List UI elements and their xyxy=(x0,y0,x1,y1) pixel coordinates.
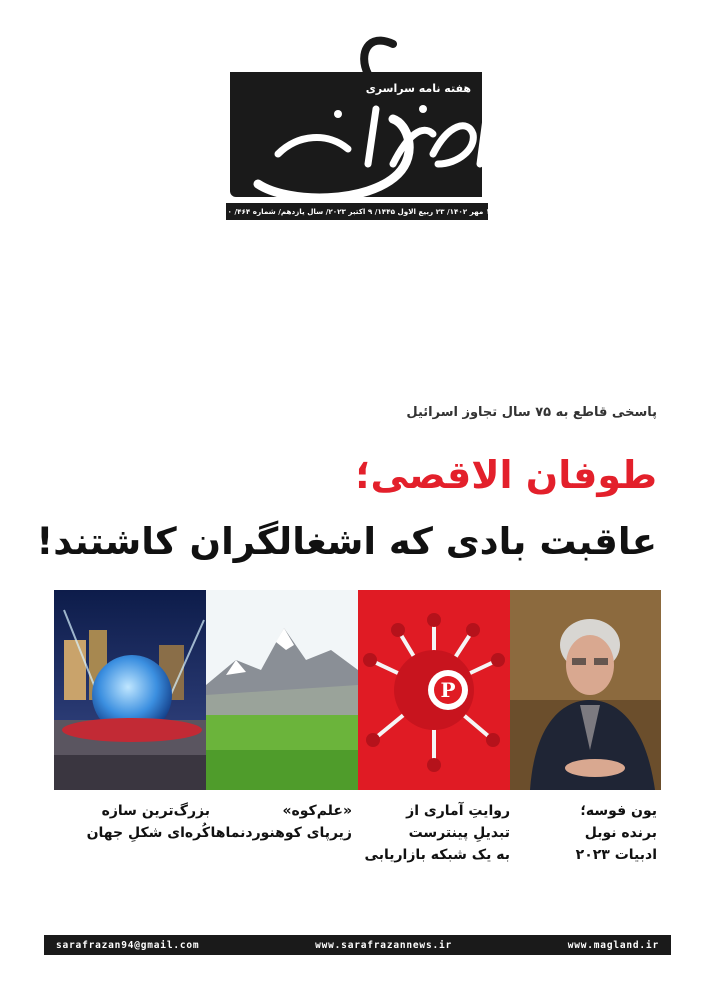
jon-fosse-portrait xyxy=(510,590,661,790)
sphere-venue-photo xyxy=(54,590,206,790)
footer-bar xyxy=(44,935,671,955)
main-headline-line-2: عاقبت بادی که اشغالگران کاشتند! xyxy=(36,520,657,563)
story-caption-line: برنده نوبل xyxy=(584,825,657,841)
story-caption-line: یون فوسه؛ xyxy=(580,803,657,819)
alamkuh-mountain-photo xyxy=(206,590,358,790)
footer-website-link[interactable]: www.sarafrazannews.ir xyxy=(315,939,453,951)
headline-kicker: پاسخی قاطع به ۷۵ سال تجاوز اسرائیل xyxy=(406,405,657,420)
story-caption-line: بزرگ‌ترین سازه xyxy=(101,803,210,819)
main-headline-line-1: طوفان الاقصی؛ xyxy=(355,453,657,497)
story-caption-line: به یک شبکه بازاریابی xyxy=(364,847,510,863)
issue-dateline: دوشنبه ۱۷ مهر ۱۴۰۲/ ۲۳ ربیع الاول ۱۴۴۵/ ۹ اکتبر ۲۰۲۳/ سال یازدهم/ شماره ۴۶۴/ ۱۵۰۰ تومان xyxy=(226,203,488,220)
svg-text:P: P xyxy=(440,678,456,702)
story-caption-pinterest[interactable] xyxy=(365,800,510,866)
pinterest-virus-illustration xyxy=(358,590,510,790)
story-caption-line: «علم‌کوه» xyxy=(282,803,352,819)
story-caption-line: کُره‌ای شکلِ جهان xyxy=(86,825,210,841)
footer-website2-link[interactable]: www.magland.ir xyxy=(567,939,659,951)
footer-email-link[interactable]: sarafrazan94@gmail.com xyxy=(56,939,200,951)
masthead-logo xyxy=(218,14,518,214)
story-caption-sphere[interactable] xyxy=(87,800,210,844)
masthead-tagline: هفته نامه سراسری xyxy=(365,82,471,95)
story-caption-fosse[interactable] xyxy=(576,800,657,866)
story-caption-line: روایتِ آماری از xyxy=(406,803,510,819)
story-caption-line: تبدیلِ پینترست xyxy=(408,825,510,841)
story-caption-alamkuh[interactable] xyxy=(211,800,352,844)
story-caption-line: ادبیات ۲۰۲۳ xyxy=(575,847,657,863)
story-caption-line: زیرپای کوهنوردنماها xyxy=(210,825,352,841)
